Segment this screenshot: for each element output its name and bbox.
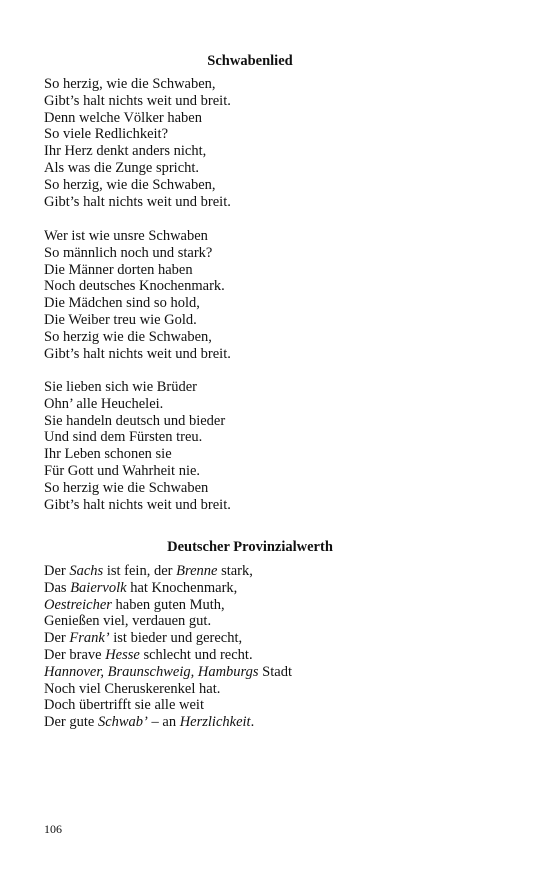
verse-line: Sie handeln deutsch und bieder [44, 412, 226, 429]
verse-line: Ihr Leben schonen sie [44, 446, 172, 463]
verse-line: So herzig, wie die Schwaben, [44, 76, 216, 92]
poem-stanza-provinzialwerth [44, 563, 292, 731]
verse-line: Die Mädchen sind so hold, [44, 295, 200, 312]
verse-line: Gibt’s halt nichts weit und breit. [44, 92, 231, 109]
verse-line: Der gute Schwab’ – an Herzlichkeit. [44, 714, 255, 731]
verse-line: Der brave Hesse schlecht und recht. [44, 646, 253, 663]
verse-line: Sie lieben sich wie Brüder [44, 379, 198, 395]
verse-line: Als was die Zunge spricht. [44, 159, 200, 176]
verse-line: Die Weiber treu wie Gold. [44, 311, 197, 328]
verse-line: Gibt’s halt nichts weit und breit. [44, 345, 231, 362]
verse-line: Der Frank’ ist bieder und gerecht, [44, 630, 243, 647]
page-number: 106 [44, 822, 62, 836]
poem-title-provinzialwerth: Deutscher Provinzialwerth [167, 539, 333, 555]
verse-line: So männlich noch und stark? [44, 244, 213, 261]
verse-line: So herzig wie die Schwaben [44, 479, 209, 496]
verse-line: So viele Redlichkeit? [44, 126, 169, 143]
poem-stanza-2 [44, 228, 231, 362]
verse-line: Für Gott und Wahrheit nie. [44, 462, 201, 479]
verse-line: Wer ist wie unsre Schwaben [44, 228, 208, 244]
verse-line: Genießen viel, verdauen gut. [44, 613, 212, 630]
verse-line: Hannover, Braunschweig, Hamburgs Stadt [44, 663, 292, 680]
verse-line: Ihr Herz denkt anders nicht, [44, 143, 207, 160]
poem-title-schwabenlied: Schwabenlied [207, 53, 293, 69]
verse-line: Der Sachs ist fein, der Brenne stark, [44, 563, 253, 579]
verse-line: Die Männer dorten haben [44, 261, 193, 278]
verse-line: Noch viel Cheruskerenkel hat. [44, 680, 221, 697]
verse-line: Ohn’ alle Heuchelei. [44, 395, 164, 412]
verse-line: Das Baiervolk hat Knochenmark, [44, 579, 238, 596]
verse-line: Gibt’s halt nichts weit und breit. [44, 193, 231, 210]
verse-line: Noch deutsches Knochenmark. [44, 278, 225, 295]
verse-line: Oestreicher haben guten Muth, [44, 596, 225, 613]
verse-line: Denn welche Völker haben [44, 109, 202, 126]
poem-stanza-3 [44, 379, 231, 513]
poem-stanza-1 [44, 76, 231, 210]
verse-line: So herzig wie die Schwaben, [44, 328, 212, 345]
verse-line: Doch übertrifft sie alle weit [44, 697, 204, 714]
verse-line: Gibt’s halt nichts weit und breit. [44, 496, 231, 513]
verse-line: Und sind dem Fürsten treu. [44, 429, 203, 446]
verse-line: So herzig, wie die Schwaben, [44, 176, 216, 193]
